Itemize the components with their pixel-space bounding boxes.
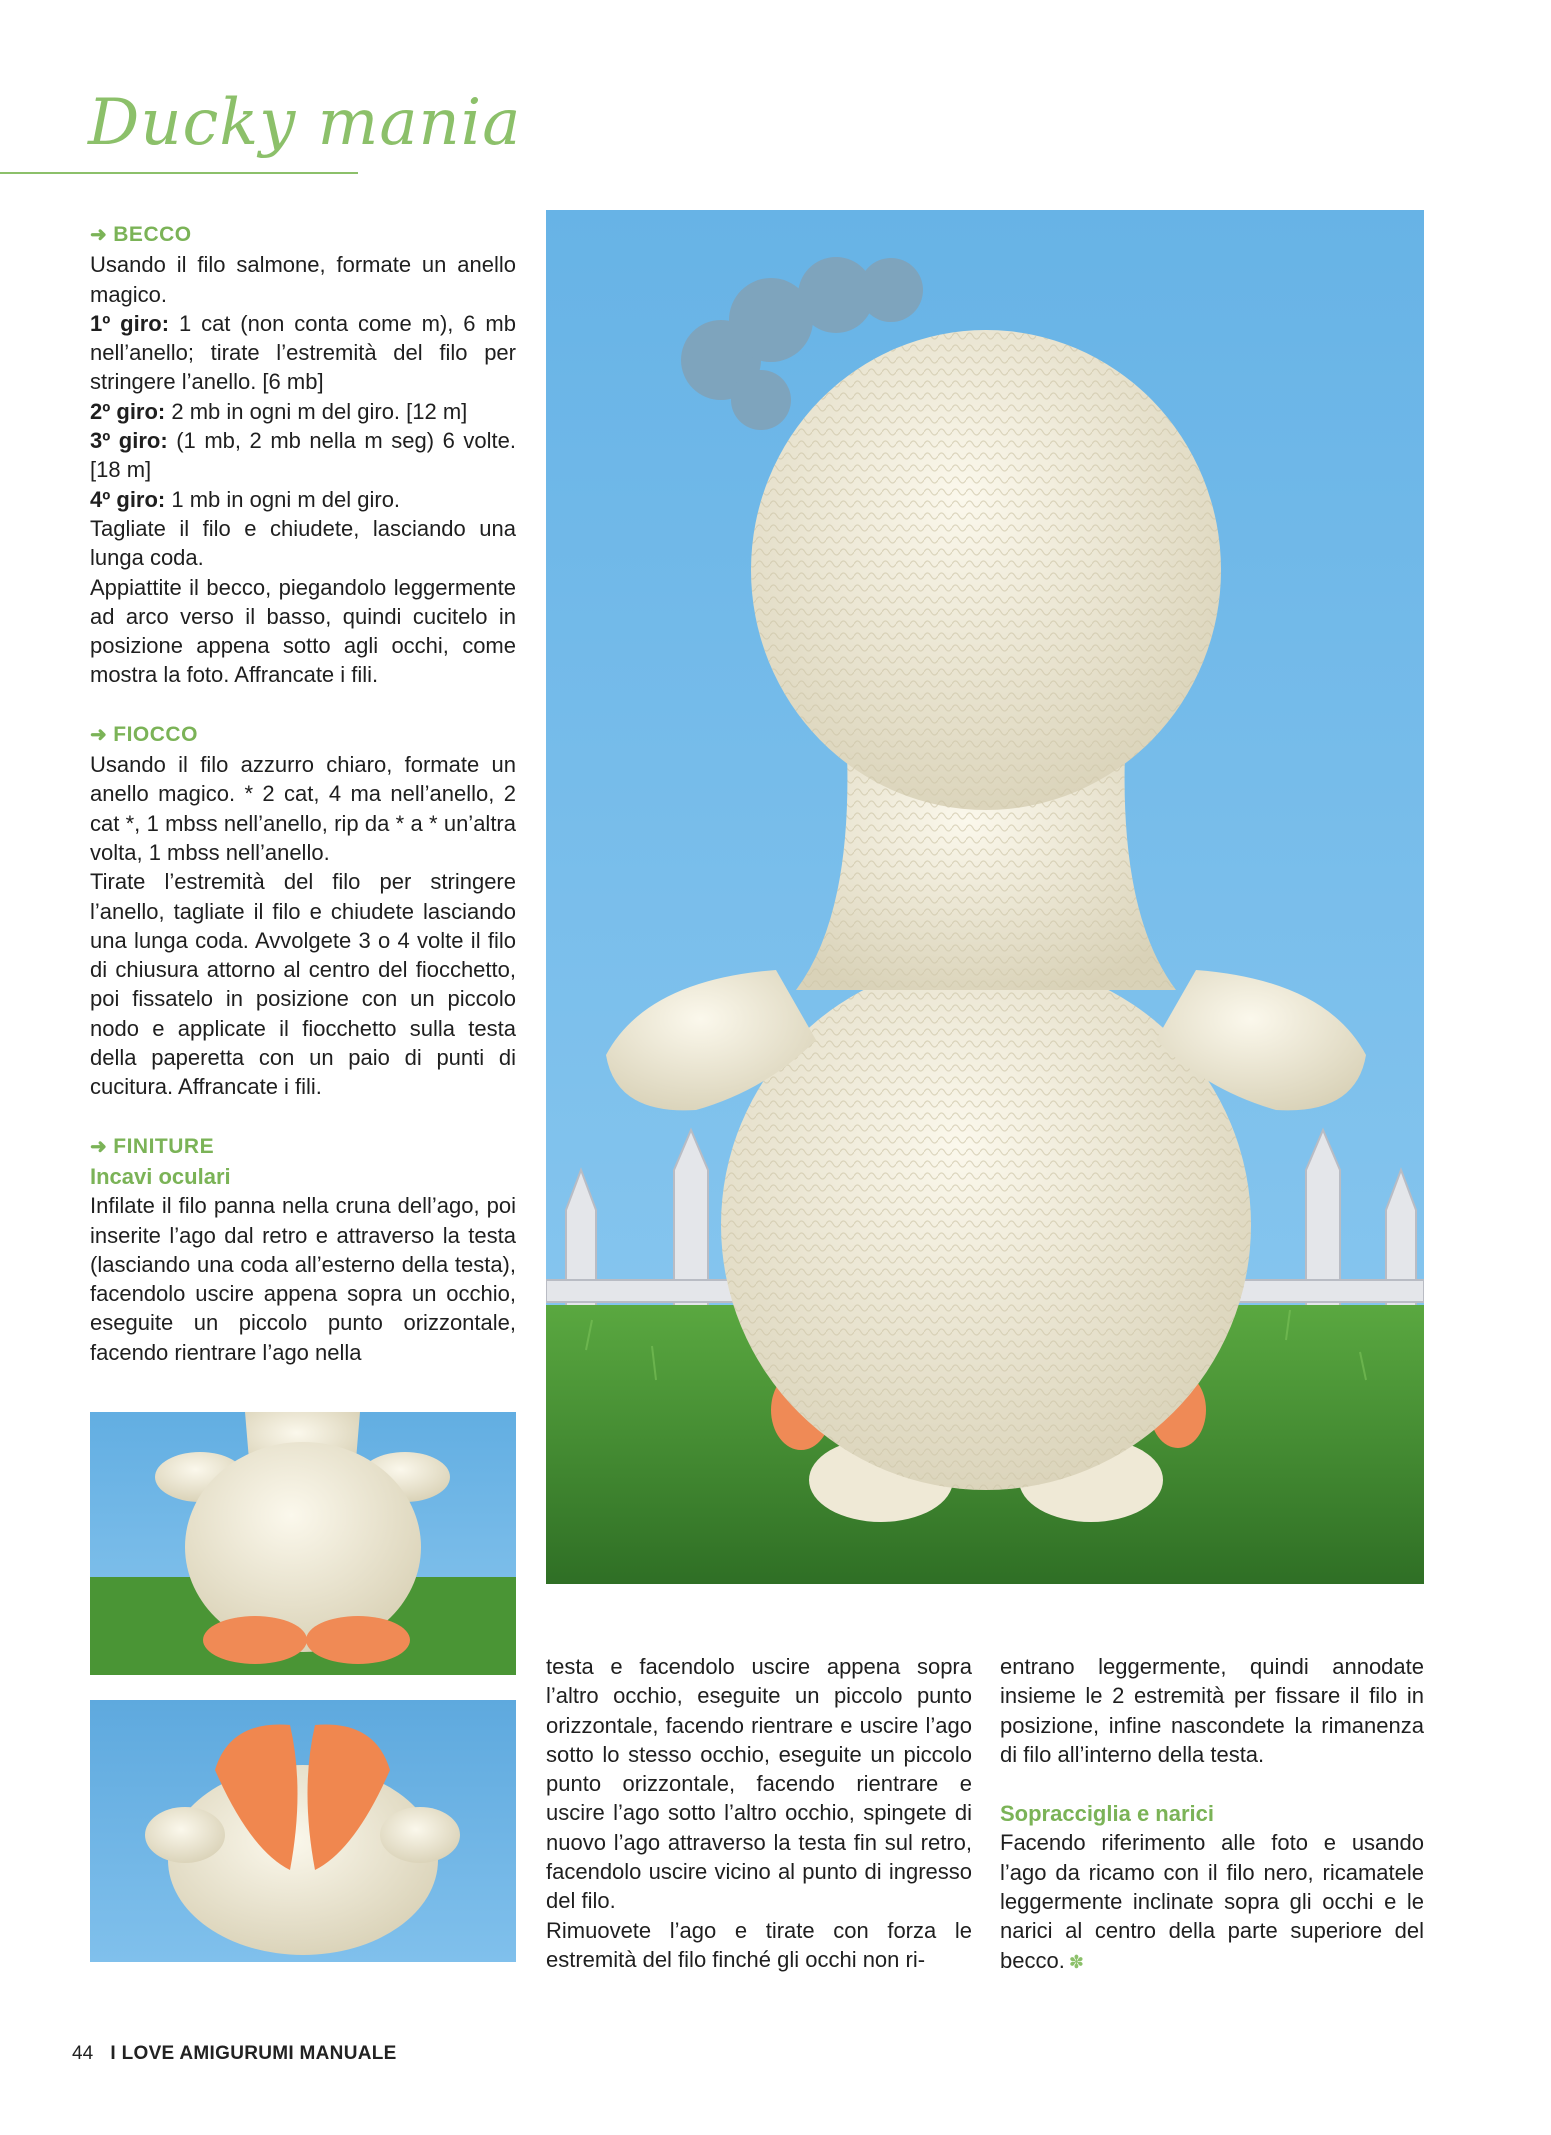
fiocco-paragraph-2: Tirate l’estremità del filo per stringere l’anello, tagliate il filo e chiudete lasciando una lunga coda. Avvolgete 3 o 4 volte il filo di chiusura attorno al centro del fiocchetto, poi fissatelo in posizione con un piccolo nodo e applicate il fiocchetto sulla testa della paperetta con un paio di punti di cucitura. Affrancate i fili. bbox=[90, 869, 516, 1100]
arrow-right-icon: ➜ bbox=[90, 723, 108, 746]
becco-outro-2: Appiattite il becco, piegandolo leggermente ad arco verso il basso, quindi cucitelo in posizione appena sotto agli occhi, come mostra la foto. Affrancate i fili. bbox=[90, 574, 516, 688]
middle-text-column bbox=[546, 1652, 972, 1974]
duck-body-feet-photo bbox=[90, 1412, 516, 1675]
section-heading-finiture: ➜ FINITURE bbox=[90, 1132, 516, 1162]
fiocco-paragraph-1: Usando il filo azzurro chiaro, formate un anello magico. * 2 cat, 4 ma nell’anello, 2 cat *, 1 mbss nell’anello, rip da * a * un’altra volta, 1 mbss nell’anello. bbox=[90, 752, 516, 865]
page-number: 44 bbox=[72, 2043, 94, 2064]
flower-end-mark-icon: ✽ bbox=[1068, 1951, 1084, 1972]
spacer bbox=[90, 1102, 516, 1132]
publication-name: I LOVE AMIGURUMI MANUALE bbox=[110, 2043, 397, 2064]
arrow-right-icon: ➜ bbox=[90, 224, 108, 246]
becco-row-2: 2º giro: 2 mb in ogni m del giro. [12 m] bbox=[90, 398, 468, 424]
subheading-incavi-oculari: Incavi oculari bbox=[90, 1163, 231, 1189]
becco-row-1: 1º giro: 1 cat (non conta come m), 6 mb nell’anello; tirate l’estremità del filo per stringere l’anello. [6 mb] bbox=[90, 310, 516, 395]
finiture-paragraph-1: Infilate il filo panna nella cruna dell’ago, poi inserite l’ago dal retro e attraverso la testa (lasciando una coda all’esterno della testa), facendolo uscire appena sopra un occhio, eseguite un piccolo punto orizzontale, facendo rientrare l’ago nella bbox=[90, 1193, 516, 1365]
becco-outro-1: Tagliate il filo e chiudete, lasciando una lunga coda. bbox=[90, 515, 516, 571]
continuation-spacer: entrano leggermente, quindi annodate insieme le 2 estremità per fissare il filo in posizione, infine nascondete la rimanenza di filo all’interno della testa. bbox=[1000, 1654, 1424, 1767]
header-rule bbox=[0, 172, 358, 174]
duck-underside-feet-photo bbox=[90, 1700, 516, 1962]
left-text-column bbox=[90, 220, 516, 1367]
spacer bbox=[90, 690, 516, 720]
spacer bbox=[1000, 1769, 1424, 1799]
right-text-column bbox=[1000, 1652, 1424, 1977]
finiture-paragraph-3: Rimuovete l’ago e tirate con forza le estremità del filo finché gli occhi non ri- bbox=[546, 1917, 972, 1972]
becco-row-4: 4º giro: 1 mb in ogni m del giro. bbox=[90, 486, 401, 512]
magazine-section-title: Ducky mania bbox=[88, 86, 522, 160]
finiture-paragraph-4: Facendo riferimento alle foto e usando l’ago da ricamo con il filo nero, ricamatele leggermente inclinate sopra gli occhi e le narici al centro della parte superiore del becco. ✽ bbox=[1000, 1830, 1424, 1973]
becco-intro: Usando il filo salmone, formate un anello magico. bbox=[90, 252, 516, 307]
small-photo-bottom bbox=[90, 1700, 516, 1962]
section-heading-becco: ➜ BECCO bbox=[90, 220, 516, 250]
subheading-sopracciglia-narici: Sopracciglia e narici bbox=[1000, 1801, 1214, 1827]
becco-row-3: 3º giro: (1 mb, 2 mb nella m seg) 6 volte. [18 m] bbox=[90, 428, 516, 483]
main-photo bbox=[546, 210, 1424, 1584]
finiture-paragraph-2: testa e facendolo uscire appena sopra l’altro occhio, eseguite un piccolo punto orizzontale, facendo rientrare e uscire l’ago sotto lo stesso occhio, eseguite un piccolo punto orizzontale, facendo rientrare e uscire l’ago sotto l’altro occhio, spingete di nuovo l’ago attraverso la testa fin sul retro, facendolo uscire vicino al punto di ingresso del filo. bbox=[546, 1654, 972, 1914]
page-footer bbox=[72, 2043, 397, 2065]
section-heading-fiocco: ➜ FIOCCO bbox=[90, 720, 516, 750]
duck-back-view-photo bbox=[546, 210, 1424, 1584]
arrow-right-icon: ➜ bbox=[90, 1135, 108, 1158]
small-photo-top bbox=[90, 1412, 516, 1675]
